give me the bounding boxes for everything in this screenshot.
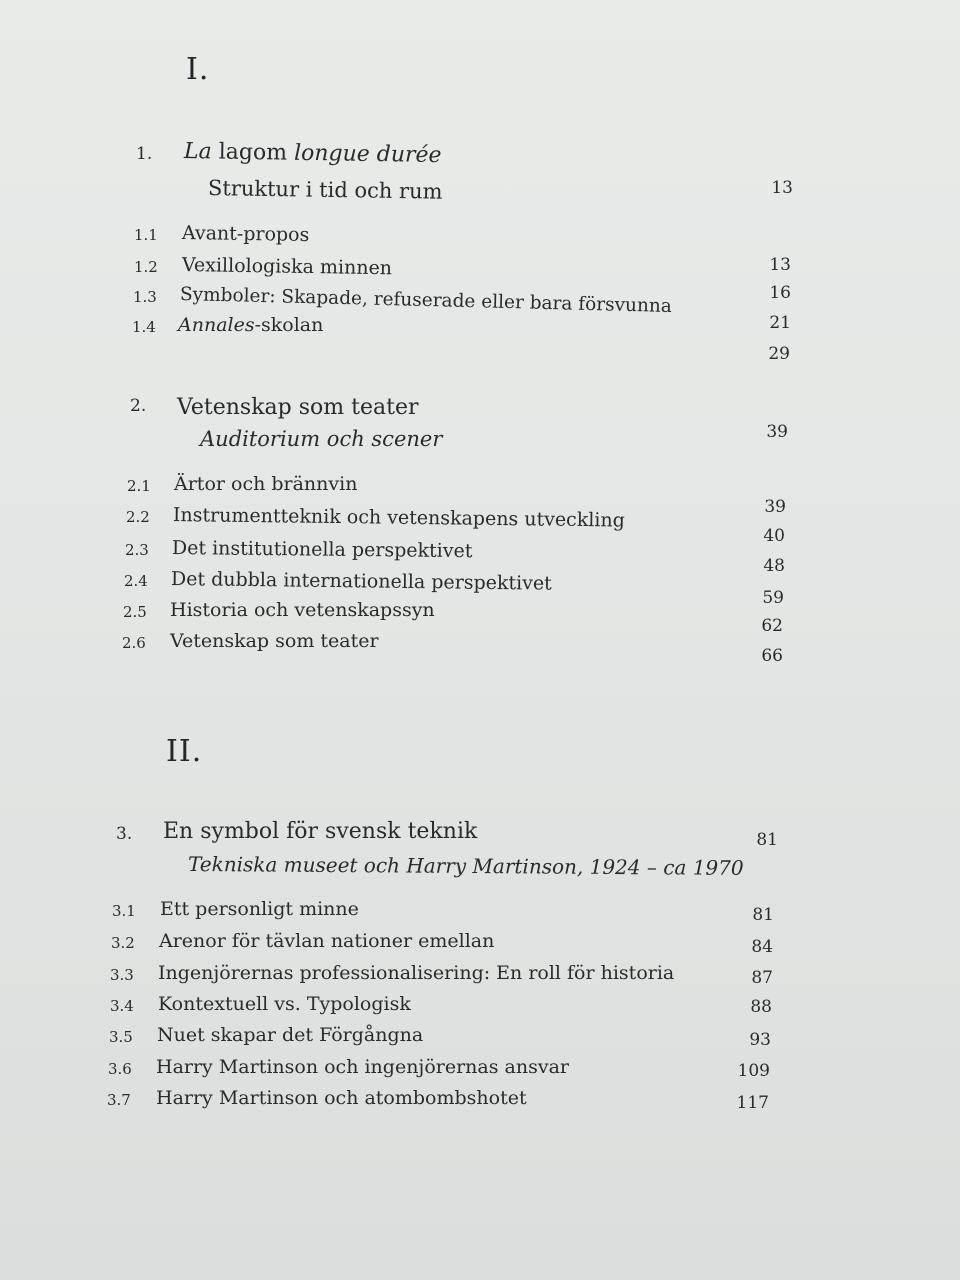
section-page-number: 48 xyxy=(763,556,785,576)
toc-entry xyxy=(0,898,960,928)
section-title: Ett personligt minne xyxy=(160,898,359,920)
section-page-number: 21 xyxy=(769,313,791,333)
section-page-number: 81 xyxy=(752,905,774,925)
section-title: Symboler: Skapade, refuserade eller bara försvunna xyxy=(179,284,673,318)
chapter-number: 2. xyxy=(130,396,147,416)
toc-entry xyxy=(0,504,960,534)
chapter-subtitle: Tekniska museet och Harry Martinson, 1924 – ca 1970 xyxy=(187,852,744,880)
section-page-number: 40 xyxy=(763,526,785,546)
section-number: 3.1 xyxy=(112,902,136,920)
section-number: 1.4 xyxy=(132,318,156,336)
section-page-number: 59 xyxy=(762,588,784,608)
section-title: Historia och vetenskapssyn xyxy=(170,599,435,621)
chapter-page-number: 81 xyxy=(756,830,778,850)
section-page-number: 62 xyxy=(761,616,783,636)
section-page-number: 87 xyxy=(751,968,773,988)
section-page-number: 117 xyxy=(736,1093,769,1113)
section-number: 3.5 xyxy=(109,1028,133,1046)
toc-entry xyxy=(0,568,960,598)
section-page-number: 66 xyxy=(761,646,783,666)
toc-entry xyxy=(0,254,960,284)
toc-entry xyxy=(0,599,960,629)
section-title: Avant-propos xyxy=(181,222,310,246)
toc-entry xyxy=(0,284,960,318)
toc-entry xyxy=(0,930,960,960)
section-page-number: 39 xyxy=(764,497,786,517)
toc-entry xyxy=(0,1024,960,1054)
section-title: Vexillologiska minnen xyxy=(181,254,393,280)
section-title: Harry Martinson och atombombshotet xyxy=(156,1087,527,1109)
section-title: Instrumentteknik och vetenskapens utveckling xyxy=(172,504,625,532)
section-number: 3.7 xyxy=(107,1091,131,1109)
toc-entry xyxy=(0,1087,960,1117)
section-page-number: 93 xyxy=(749,1030,771,1050)
section-number: 3.6 xyxy=(108,1060,132,1078)
section-number: 2.1 xyxy=(127,477,151,495)
section-title: Annales-skolan xyxy=(178,314,324,336)
section-page-number: 88 xyxy=(750,997,772,1017)
toc-entry xyxy=(0,222,960,252)
section-title: Ärtor och brännvin xyxy=(174,473,358,495)
section-title: Arenor för tävlan nationer emellan xyxy=(159,930,495,952)
section-title: Kontextuell vs. Typologisk xyxy=(158,993,411,1015)
section-page-number: 109 xyxy=(737,1061,770,1081)
section-number: 2.2 xyxy=(126,508,150,526)
section-page-number: 29 xyxy=(768,344,790,364)
section-number: 2.5 xyxy=(123,603,147,621)
section-number: 1.2 xyxy=(134,258,158,276)
section-title: Det institutionella perspektivet xyxy=(171,537,473,563)
chapter-subtitle: Struktur i tid och rum xyxy=(207,176,443,204)
toc-entry xyxy=(0,537,960,567)
section-number: 1.3 xyxy=(133,288,157,306)
chapter-number: 1. xyxy=(136,144,153,164)
chapter-title: Vetenskap som teater xyxy=(177,395,419,420)
section-title: Ingenjörernas professionalisering: En roll för historia xyxy=(158,962,675,984)
chapter-title: En symbol för svensk teknik xyxy=(163,819,478,844)
chapter-page-number: 13 xyxy=(771,178,793,198)
part-heading: II. xyxy=(166,734,203,769)
section-page-number: 84 xyxy=(751,937,773,957)
toc-entry xyxy=(0,962,960,992)
section-number: 3.3 xyxy=(110,966,134,984)
chapter-title: La lagom longue durée xyxy=(183,139,442,169)
chapter-subtitle: Auditorium och scener xyxy=(200,427,443,451)
section-title: Harry Martinson och ingenjörernas ansvar xyxy=(156,1056,569,1078)
chapter-number: 3. xyxy=(116,824,133,844)
section-page-number: 16 xyxy=(769,283,791,303)
toc-entry xyxy=(0,1056,960,1086)
section-number: 2.3 xyxy=(125,541,149,559)
part-heading: I. xyxy=(186,52,210,87)
section-page-number: 13 xyxy=(769,255,791,275)
section-number: 1.1 xyxy=(134,226,158,244)
toc-entry xyxy=(0,993,960,1023)
section-title: Vetenskap som teater xyxy=(170,630,379,652)
chapter-page-number: 39 xyxy=(766,422,788,442)
toc-entry xyxy=(0,473,960,503)
section-number: 3.4 xyxy=(110,997,134,1015)
section-number: 3.2 xyxy=(111,934,135,952)
toc-entry xyxy=(0,630,960,660)
section-number: 2.4 xyxy=(124,572,148,590)
section-title: Nuet skapar det Förgångna xyxy=(157,1024,424,1046)
section-number: 2.6 xyxy=(122,634,146,652)
section-title: Det dubbla internationella perspektivet xyxy=(170,568,552,595)
toc-entry xyxy=(0,314,960,344)
